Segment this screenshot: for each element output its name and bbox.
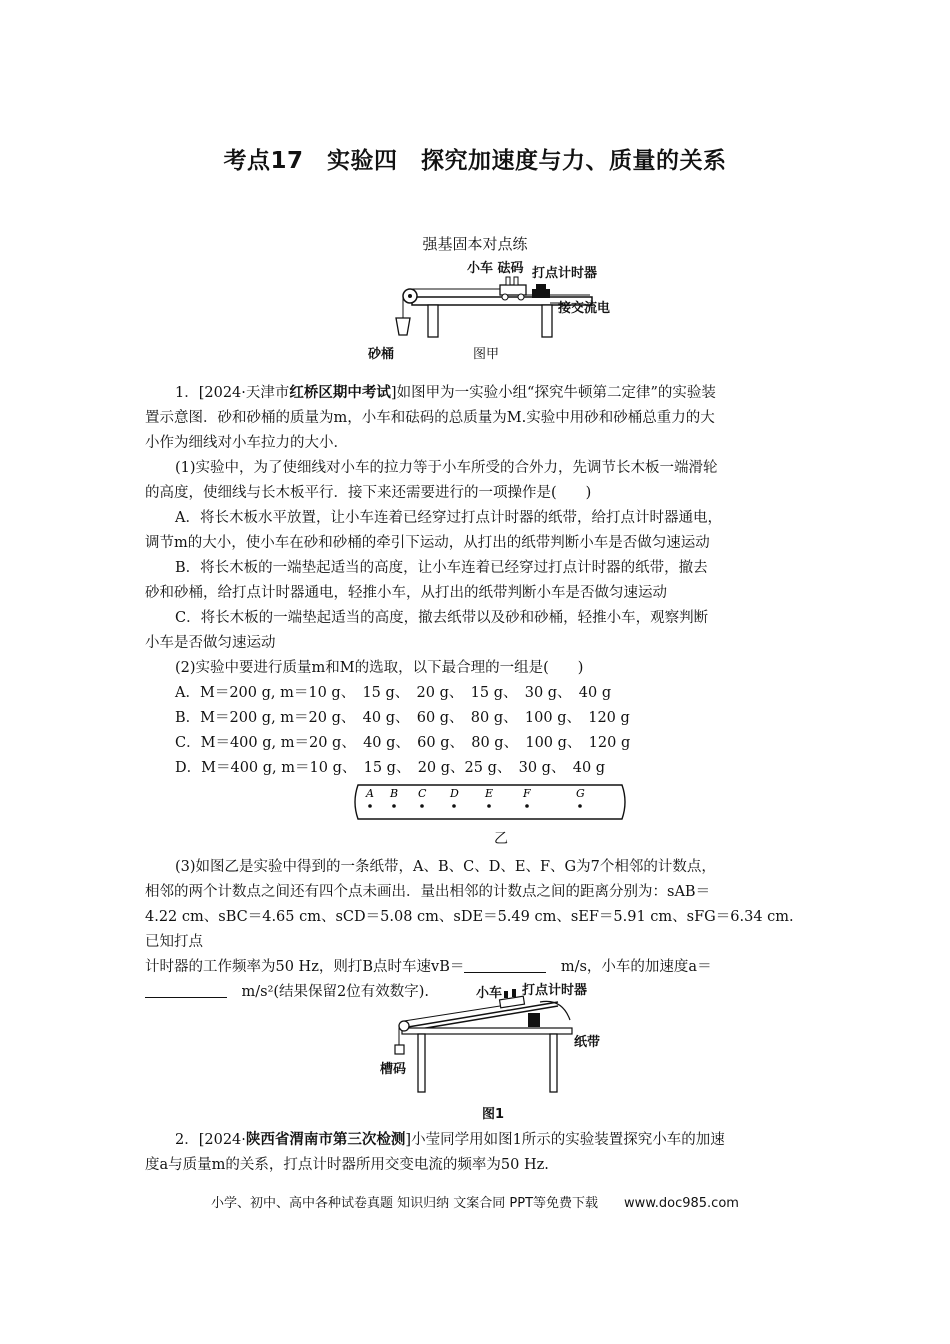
q1-part2-option-d: D．M＝400 g, m＝10 g、 15 g、 20 g、25 g、 30 g、 40 g [175,760,606,776]
q1-part3-line-5: m/s²(结果保留2位有效数字). [145,980,805,1005]
q1-source: 红桥区期中考试 [289,384,391,401]
section-heading: 强基固本对点练 [422,235,528,253]
q1-option-c-line-1: C．将长木板的一端垫起适当的高度，撤去纸带以及砂和砂桶，轻推小车，观察判断 [175,610,709,626]
tape-dot [368,804,372,808]
label-timer: 打点计时器 [532,266,598,281]
tape-point-label: A [366,787,374,800]
question-1 [145,380,805,781]
label-tape: 纸带 [574,1035,601,1050]
answer-blank-vb[interactable] [464,958,546,973]
tape-caption: 乙 [494,831,508,847]
q1-part2-option-c: C．M＝400 g, m＝20 g、 40 g、 60 g、 80 g、 100 g、 120 g [175,735,631,751]
answer-blank-a[interactable] [145,983,227,998]
tape-dot [420,804,424,808]
tape-point-label: C [418,787,427,800]
q1-option-a-line-2: 调节m的大小，使小车在砂和砂桶的牵引下运动，从打出的纸带判断小车是否做匀速运动 [145,535,710,551]
label-weight: 槽码 [380,1062,407,1077]
q2-stem-line-1: 2．[2024·陕西省渭南市第三次检测]小莹同学用如图1所示的实验装置探究小车的加速 [175,1131,725,1148]
q1-part3-line-3: 4.22 cm、sBC＝4.65 cm、sCD＝5.08 cm、sDE＝5.49 cm、sEF＝5.91 cm、sFG＝6.34 cm.已知打点 [145,909,794,950]
q1-option-a-line-1: A．将长木板水平放置，让小车连着已经穿过打点计时器的纸带，给打点计时器通电， [175,510,722,526]
tape-point-label: B [390,787,399,800]
label-car: 小车 [476,986,503,1001]
tape-point-label: G [576,787,585,800]
q1-part3-line-4: 计时器的工作频率为50 Hz，则打B点时车速vB＝ m/s，小车的加速度a＝ [145,959,712,975]
tape-point-label: E [485,787,494,800]
tape-dot [578,804,582,808]
tape-dot [525,804,529,808]
q1-part1-line-2: 的高度，使细线与长木板平行．接下来还需要进行的一项操作是( ) [145,485,592,501]
q1-option-b-line-2: 砂和砂桶，给打点计时器通电，轻推小车，从打出的纸带判断小车是否做匀速运动 [145,585,667,601]
q1-part3-line-2: 相邻的两个计数点之间还有四个点未画出．量出相邻的计数点之间的距离分别为：sAB＝ [145,884,711,900]
page-title: 考点17 实验四 探究加速度与力、质量的关系 [223,148,727,174]
paper-tape-figure [352,782,632,824]
page-footer: 小学、初中、高中各种试卷真题 知识归纳 文案合同 PPT等免费下载 www.doc985.com [211,1196,739,1211]
q2-source: 陕西省渭南市第三次检测 [245,1131,406,1148]
label-timer-fig1: 打点计时器 [522,983,588,998]
q1-part2-stem: (2)实验中要进行质量m和M的选取，以下最合理的一组是( ) [175,660,584,676]
tape-dot [487,804,491,808]
q1-stem-line-2: 置示意图．砂和砂桶的质量为m，小车和砝码的总质量为M.实验中用砂和砂桶总重力的大 [145,410,715,426]
q1-part1-line-1: (1)实验中，为了使细线对小车的拉力等于小车所受的合外力，先调节长木板一端滑轮 [175,460,718,476]
tape-dot [452,804,456,808]
q1-stem-line-3: 小作为细线对小车拉力的大小． [145,435,348,451]
q1-part2-option-b: B．M＝200 g, m＝20 g、 40 g、 60 g、 80 g、 100 g、 120 g [175,710,630,726]
tape-point-label: D [450,787,459,800]
label-car-weights: 小车 砝码 [467,261,524,276]
label-ac-power: 接交流电 [558,301,611,316]
tape-point-label: F [523,787,531,800]
q1-part3-line-1: (3)如图乙是实验中得到的一条纸带，A、B、C、D、E、F、G为7个相邻的计数点， [175,859,716,875]
q1-stem-line-1: 1．[2024·天津市红桥区期中考试]如图甲为一实验小组“探究牛顿第二定律”的实验装 [175,384,716,401]
question-2 [145,1127,805,1178]
q1-part2-option-a: A．M＝200 g, m＝10 g、 15 g、 20 g、 15 g、 30 g、 40 g [175,685,612,701]
figure-1-caption: 图1 [482,1107,505,1122]
figure-jia-caption: 图甲 [473,347,500,362]
label-sand-bucket: 砂桶 [368,347,395,362]
tape-dot [392,804,396,808]
q1-option-c-line-2: 小车是否做匀速运动 [145,635,276,651]
q1-option-b-line-1: B．将长木板的一端垫起适当的高度，让小车连着已经穿过打点计时器的纸带，撤去 [175,560,708,576]
q2-stem-line-2: 度a与质量m的关系，打点计时器所用交变电流的频率为50 Hz. [145,1157,549,1173]
